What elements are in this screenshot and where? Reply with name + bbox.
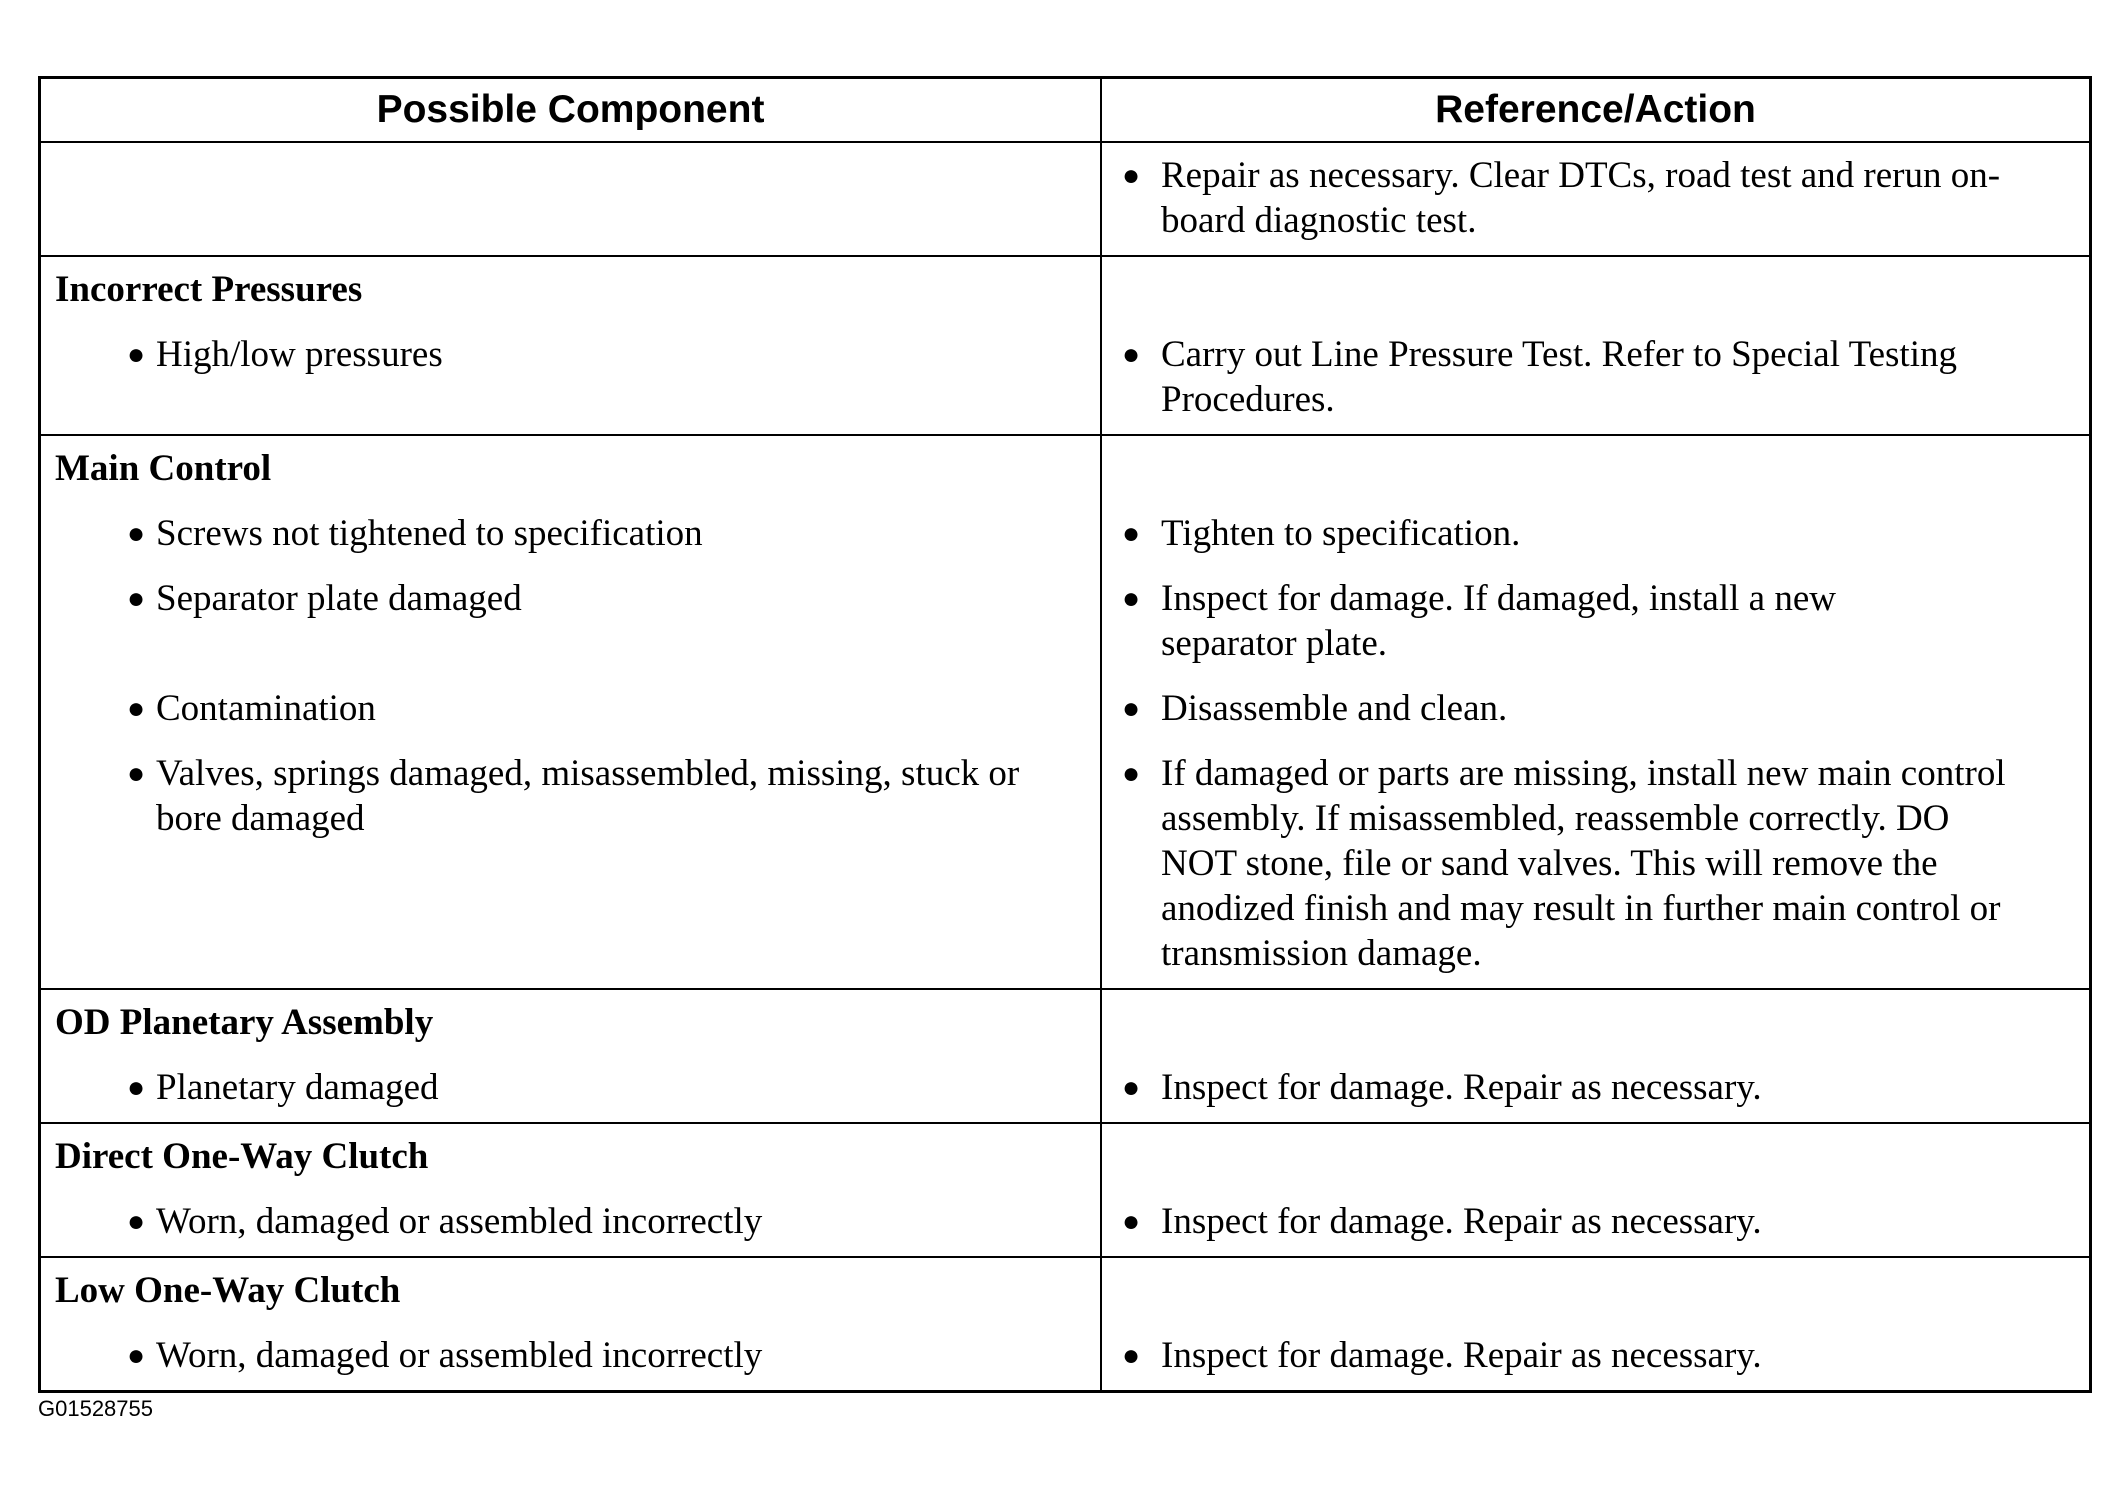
action-item: [1102, 1065, 2077, 1110]
component-text: Separator plate damaged: [156, 578, 522, 619]
bullet-icon: ●: [127, 1071, 146, 1104]
action-text: Inspect for damage. If damaged, install a new separator plate.: [1161, 578, 1836, 664]
action-item: [1102, 153, 2077, 243]
component-text: Worn, damaged or assembled incorrectly: [156, 1201, 763, 1242]
bullet-icon: ●: [127, 582, 146, 615]
component-cell: [41, 1258, 1102, 1390]
component-cell: [41, 143, 1102, 255]
section-title: OD Planetary Assembly: [55, 1002, 434, 1043]
action-text: Disassemble and clean.: [1161, 688, 1508, 729]
section-title: Main Control: [55, 448, 272, 489]
table-row: [41, 990, 2089, 1124]
table-row: [41, 257, 2089, 436]
action-cell: [1102, 436, 2089, 988]
figure-code: G01528755: [38, 1396, 153, 1421]
action-text: Repair as necessary. Clear DTCs, road test and rerun on-board diagnostic test.: [1161, 155, 2001, 241]
action-item: [1102, 751, 2077, 976]
bullet-icon: ●: [127, 1339, 146, 1372]
action-cell: [1102, 143, 2089, 255]
component-text: Contamination: [156, 688, 376, 729]
action-item: [1102, 576, 2077, 666]
table-header: [41, 79, 2089, 143]
section-title: Low One-Way Clutch: [55, 1270, 401, 1311]
action-item: [1102, 1333, 2077, 1378]
table-row: [41, 436, 2089, 990]
component-item: [55, 576, 1100, 666]
action-cell: [1102, 1124, 2089, 1256]
action-cell: [1102, 1258, 2089, 1390]
bullet-icon: ●: [1122, 1071, 1141, 1104]
component-item: [55, 1333, 1100, 1378]
header-possible-component: Possible Component: [41, 79, 1102, 141]
bullet-icon: ●: [127, 692, 146, 725]
component-text: High/low pressures: [156, 334, 443, 375]
action-cell: [1102, 990, 2089, 1122]
action-text: Inspect for damage. Repair as necessary.: [1161, 1335, 1762, 1376]
component-cell: [41, 1124, 1102, 1256]
action-cell: [1102, 257, 2089, 434]
component-item: [55, 751, 1100, 976]
section-title: Direct One-Way Clutch: [55, 1136, 429, 1177]
component-cell: [41, 436, 1102, 988]
bullet-icon: ●: [127, 338, 146, 371]
component-item: [55, 332, 1100, 377]
bullet-icon: ●: [1122, 757, 1141, 790]
header-reference-action: Reference/Action: [1435, 88, 1756, 131]
bullet-icon: ●: [127, 517, 146, 550]
component-cell: [41, 990, 1102, 1122]
component-text: Worn, damaged or assembled incorrectly: [156, 1335, 763, 1376]
bullet-icon: ●: [1122, 1205, 1141, 1238]
action-text: Tighten to specification.: [1161, 513, 1521, 554]
component-cell: [41, 257, 1102, 434]
action-item: [1102, 332, 2077, 422]
bullet-icon: ●: [1122, 582, 1141, 615]
bullet-icon: ●: [1122, 338, 1141, 371]
bullet-icon: ●: [127, 1205, 146, 1238]
bullet-icon: ●: [127, 757, 146, 790]
diagnosis-table: [38, 76, 2092, 1393]
component-text: Screws not tightened to specification: [156, 513, 703, 554]
action-text: If damaged or parts are missing, install new main control assembly. If misassembled, reassemble correctly. DO NOT stone, file or sand valves. This will remove the anodized finish and may result in further main control or transmission damage.: [1161, 753, 2006, 974]
bullet-icon: ●: [1122, 692, 1141, 725]
bullet-icon: ●: [1122, 517, 1141, 550]
component-item: [55, 511, 1100, 556]
action-text: Carry out Line Pressure Test. Refer to Special Testing Procedures.: [1161, 334, 1957, 420]
table-row: [41, 1258, 2089, 1390]
table-row: [41, 1124, 2089, 1258]
component-text: Planetary damaged: [156, 1067, 439, 1108]
component-item: [55, 686, 1100, 731]
action-item: [1102, 511, 2077, 556]
action-item: [1102, 686, 2077, 731]
component-item: [55, 1065, 1100, 1110]
bullet-icon: ●: [1122, 1339, 1141, 1372]
action-text: Inspect for damage. Repair as necessary.: [1161, 1201, 1762, 1242]
table-row: [41, 143, 2089, 257]
action-item: [1102, 1199, 2077, 1244]
component-item: [55, 1199, 1100, 1244]
component-text: Valves, springs damaged, misassembled, missing, stuck or bore damaged: [156, 753, 1020, 839]
bullet-icon: ●: [1122, 159, 1141, 192]
action-text: Inspect for damage. Repair as necessary.: [1161, 1067, 1762, 1108]
section-title: Incorrect Pressures: [55, 269, 363, 310]
